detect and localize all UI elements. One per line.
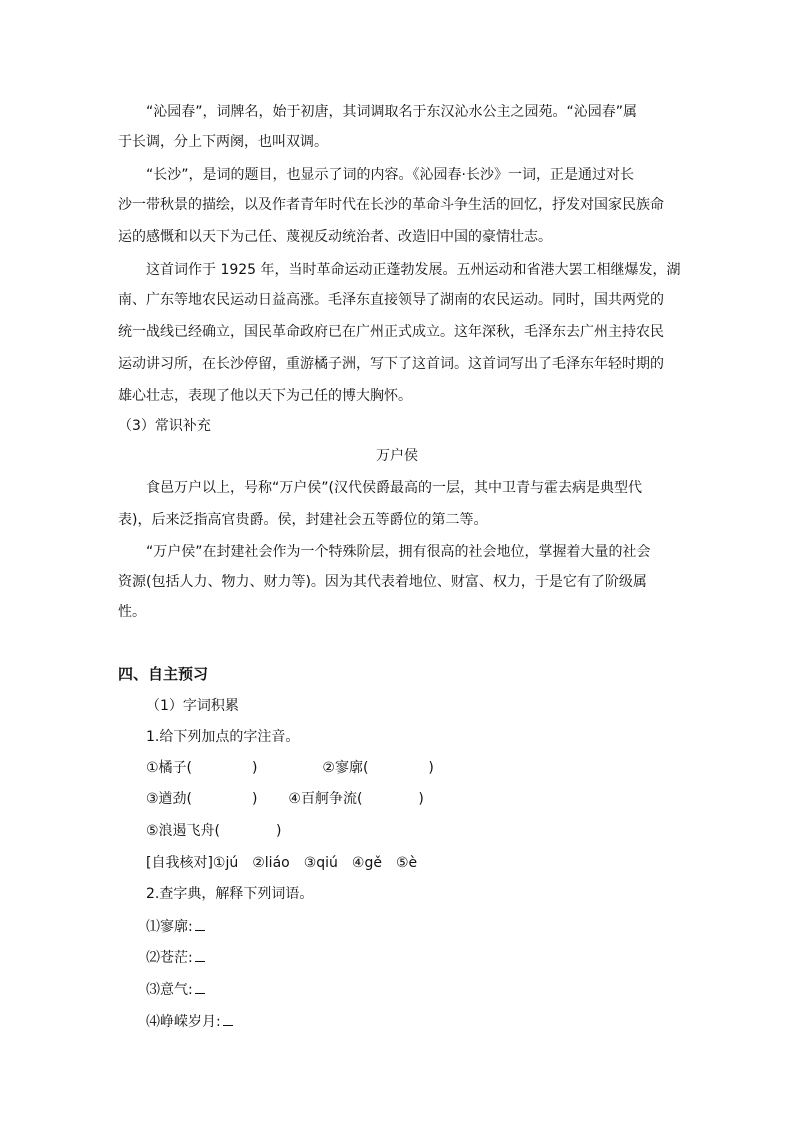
definition-1: ⑴寥廓: [146, 916, 706, 937]
ck-p1-line1: 食邑万户以上，号称“万户侯”(汉代侯爵最高的一层，其中卫青与霍去病是典型代 [146, 480, 642, 496]
self-check: [自我核对]①jú ②liáo ③qiú ④gě ⑤è [146, 855, 418, 871]
ck-p2-line2: 资源(包括人力、物力、财力等)。因为其代表着地位、财富、权力，于是它有了阶级属 [118, 574, 647, 590]
intro-p2-line2: 沙一带秋景的描绘，以及作者青年时代在长沙的革命斗争生活的回忆，抒发对国家民族命 [118, 197, 664, 213]
pinyin-item-4: ④百舸争流( [288, 791, 363, 807]
intro-p3-line2: 南、广东等地农民运动日益高涨。毛泽东直接领导了湖南的农民运动。同时，国共两党的 [118, 292, 664, 308]
intro-p1-line2: 于长调，分上下两阕，也叫双调。 [118, 134, 328, 150]
intro-p3-line4: 运动讲习所，在长沙停留，重游橘子洲，写下了这首词。这首词写出了毛泽东年轻时期的 [118, 356, 664, 372]
definition-2: ⑵苍茫: [146, 947, 706, 968]
common-knowledge-title: 万户侯 [376, 448, 418, 464]
intro-p1-line1: “沁园春”，词牌名，始于初唐，其词调取名于东汉沁水公主之园苑。“沁园春”属 [146, 104, 638, 120]
pinyin-row-2: ③遒劲( ) ④百舸争流( ) [146, 791, 424, 807]
ck-p2-line3: 性。 [118, 604, 146, 620]
preview-sub1: （1）字词积累 [146, 698, 239, 714]
ck-p2-line1: “万户侯”在封建社会作为一个特殊阶层，拥有很高的社会地位，掌握着大量的社会 [146, 544, 651, 560]
pinyin-row-1: ①橘子( ) ②寥廓( ) [146, 760, 434, 776]
intro-p3-line1: 这首词作于 1925 年，当时革命运动正蓬勃发展。五州运动和省港大罢工相继爆发，湖 [146, 262, 681, 278]
ck-p1-line2: 表)，后来泛指高官贵爵。侯，封建社会五等爵位的第二等。 [118, 512, 488, 528]
pinyin-row-3: ⑤浪遏飞舟( ) [146, 823, 282, 839]
definition-blank-2[interactable] [195, 947, 205, 962]
pinyin-item-3: ③遒劲( [146, 791, 193, 807]
intro-p2-line3: 运的感慨和以天下为己任、蔑视反动统治者、改造旧中国的豪情壮志。 [118, 229, 552, 245]
intro-p3-line3: 统一战线已经确立，国民革命政府已在广州正式成立。这年深秋，毛泽东去广州主持农民 [118, 324, 664, 340]
definition-blank-3[interactable] [195, 979, 205, 994]
question-2: 2.查字典，解释下列词语。 [146, 886, 314, 902]
question-1: 1.给下列加点的字注音。 [146, 729, 300, 745]
section-heading: 四、自主预习 [118, 665, 209, 683]
intro-p3-line5: 雄心壮志，表现了他以天下为己任的博大胸怀。 [118, 388, 412, 404]
intro-p2-line1: “长沙”，是词的题目，也显示了词的内容。《沁园春·长沙》一词，正是通过对长 [146, 167, 634, 183]
pinyin-item-1: ①橘子( [146, 760, 193, 776]
definition-3: ⑶意气: [146, 979, 706, 1000]
pinyin-item-5: ⑤浪遏飞舟( [146, 823, 221, 839]
pinyin-item-2: ②寥廓( [322, 760, 369, 776]
definition-4: ⑷峥嵘岁月: [146, 1011, 706, 1032]
definition-blank-1[interactable] [195, 916, 205, 931]
definition-blank-4[interactable] [223, 1011, 233, 1026]
common-knowledge-heading: （3）常识补充 [118, 418, 211, 434]
